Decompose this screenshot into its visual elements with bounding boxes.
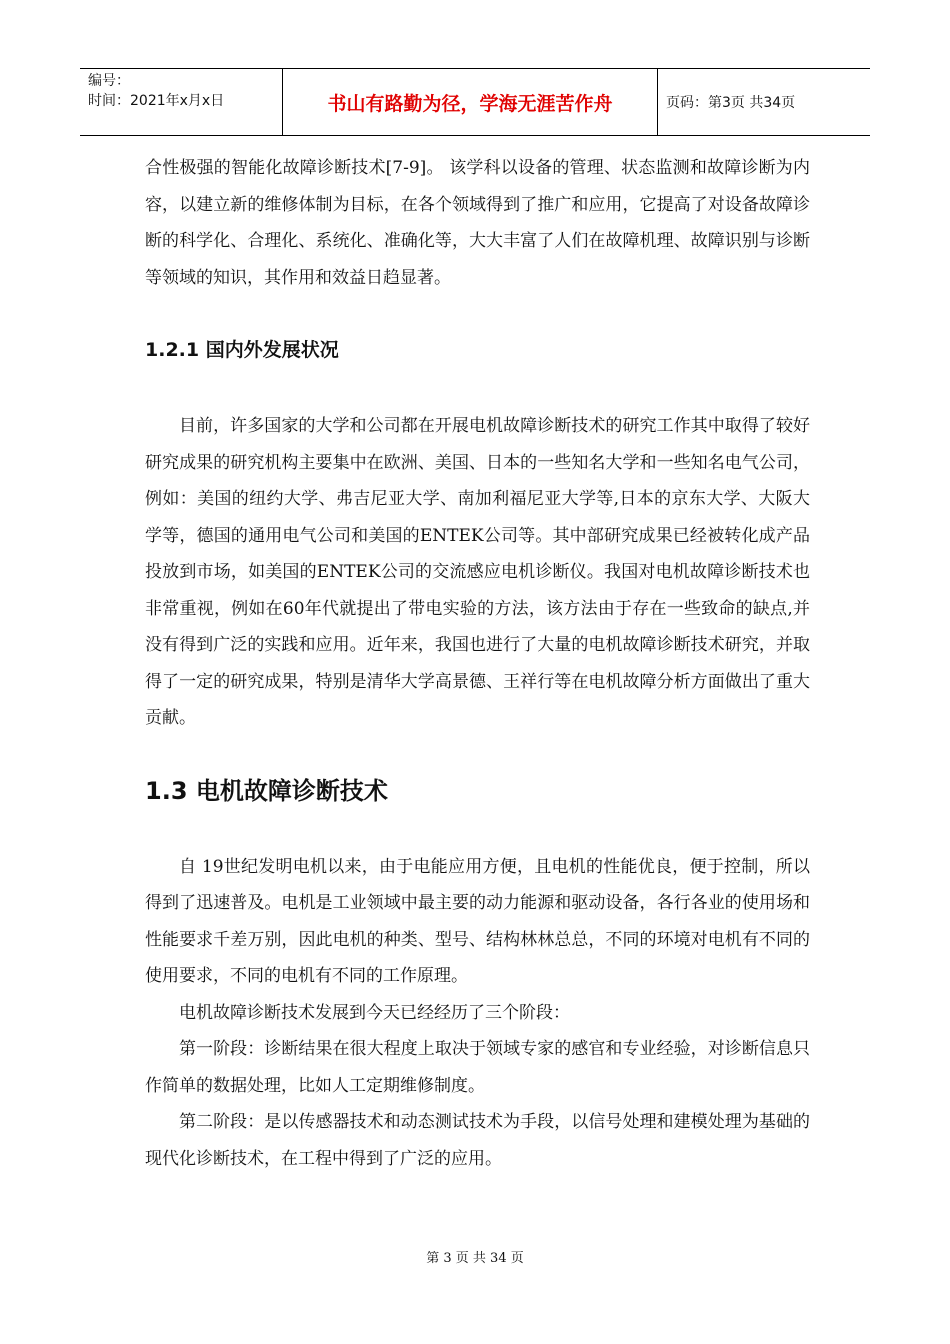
section-heading-1-2-1: 1.2.1 国内外发展状况 [145,339,339,361]
paragraph-three-stages: 电机故障诊断技术发展到今天已经经历了三个阶段： [179,1002,570,1023]
paragraph-development-status: 目前，许多国家的大学和公司都在开展电机故障诊断技术的研究工作其中取得了较好研究成果的研究机构主要集中在欧洲、美国、日本的一些知名大学和一些知名电气公司，例如：美国的纽约大学、弗吉尼亚大学、南加利福尼亚大学等,日本的京东大学、大阪大学等，德国的通用电气公司和美国的ENTEK公司等。其中部研究成果已经被转化成产品投放到市场，如美国的ENTEK公司的交流感应电机诊断仪。我国对电机故障诊断技术也非常重视，例如在60年代就提出了带电实验的方法，该方法由于存在一些致命的缺点,并没有得到广泛的实践和应用。近年来，我国也进行了大量的电机故障诊断技术研究，并取得了一定的研究成果，特别是清华大学高景德、王祥行等在电机故障分析方面做出了重大贡献。 [145,416,810,728]
paragraph-motor-history: 自 19世纪发明电机以来，由于电能应用方便，且电机的性能优良，便于控制，所以得到了迅速普及。电机是工业领域中最主要的动力能源和驱动设备，各行各业的使用场和性能要求千差万别，因此电机的种类、型号、结构林林总总，不同的环境对电机有不同的使用要求，不同的电机有不同的工作原理。 [145,856,810,986]
page-header [80,68,870,136]
paragraph-stage-one: 第一阶段：诊断结果在很大程度上取决于领域专家的感官和专业经验，对诊断信息只作简单的数据处理，比如人工定期维修制度。 [145,1039,810,1096]
paragraph-intro-continued: 合性极强的智能化故障诊断技术[7-9]。 该学科以设备的管理、状态监测和故障诊断为内容，以建立新的维修体制为目标，在各个领域得到了推广和应用，它提高了对设备故障诊断的科学化、合理化、系统化、准确化等，大大丰富了人们在故障机理、故障识别与诊断等领域的知识，其作用和效益日趋显著。 [145,158,810,288]
header-motto: 书山有路勤为径，学海无涯苦作舟 [283,69,658,135]
spacer [145,809,810,849]
header-meta [80,69,283,135]
document-date: 时间：2021年x月x日 [88,93,225,109]
document-body [145,150,810,1177]
paragraph-stage-two: 第二阶段：是以传感器技术和动态测试技术为手段，以信号处理和建模处理为基础的现代化诊断技术，在工程中得到了广泛的应用。 [145,1112,810,1169]
section-heading-1-3: 1.3 电机故障诊断技术 [145,776,388,805]
header-page-info: 页码：第3页 共34页 [666,95,796,111]
document-number-label: 编号： [88,73,130,89]
page-footer: 第 3 页 共 34 页 [426,1251,524,1266]
spacer [145,368,810,408]
